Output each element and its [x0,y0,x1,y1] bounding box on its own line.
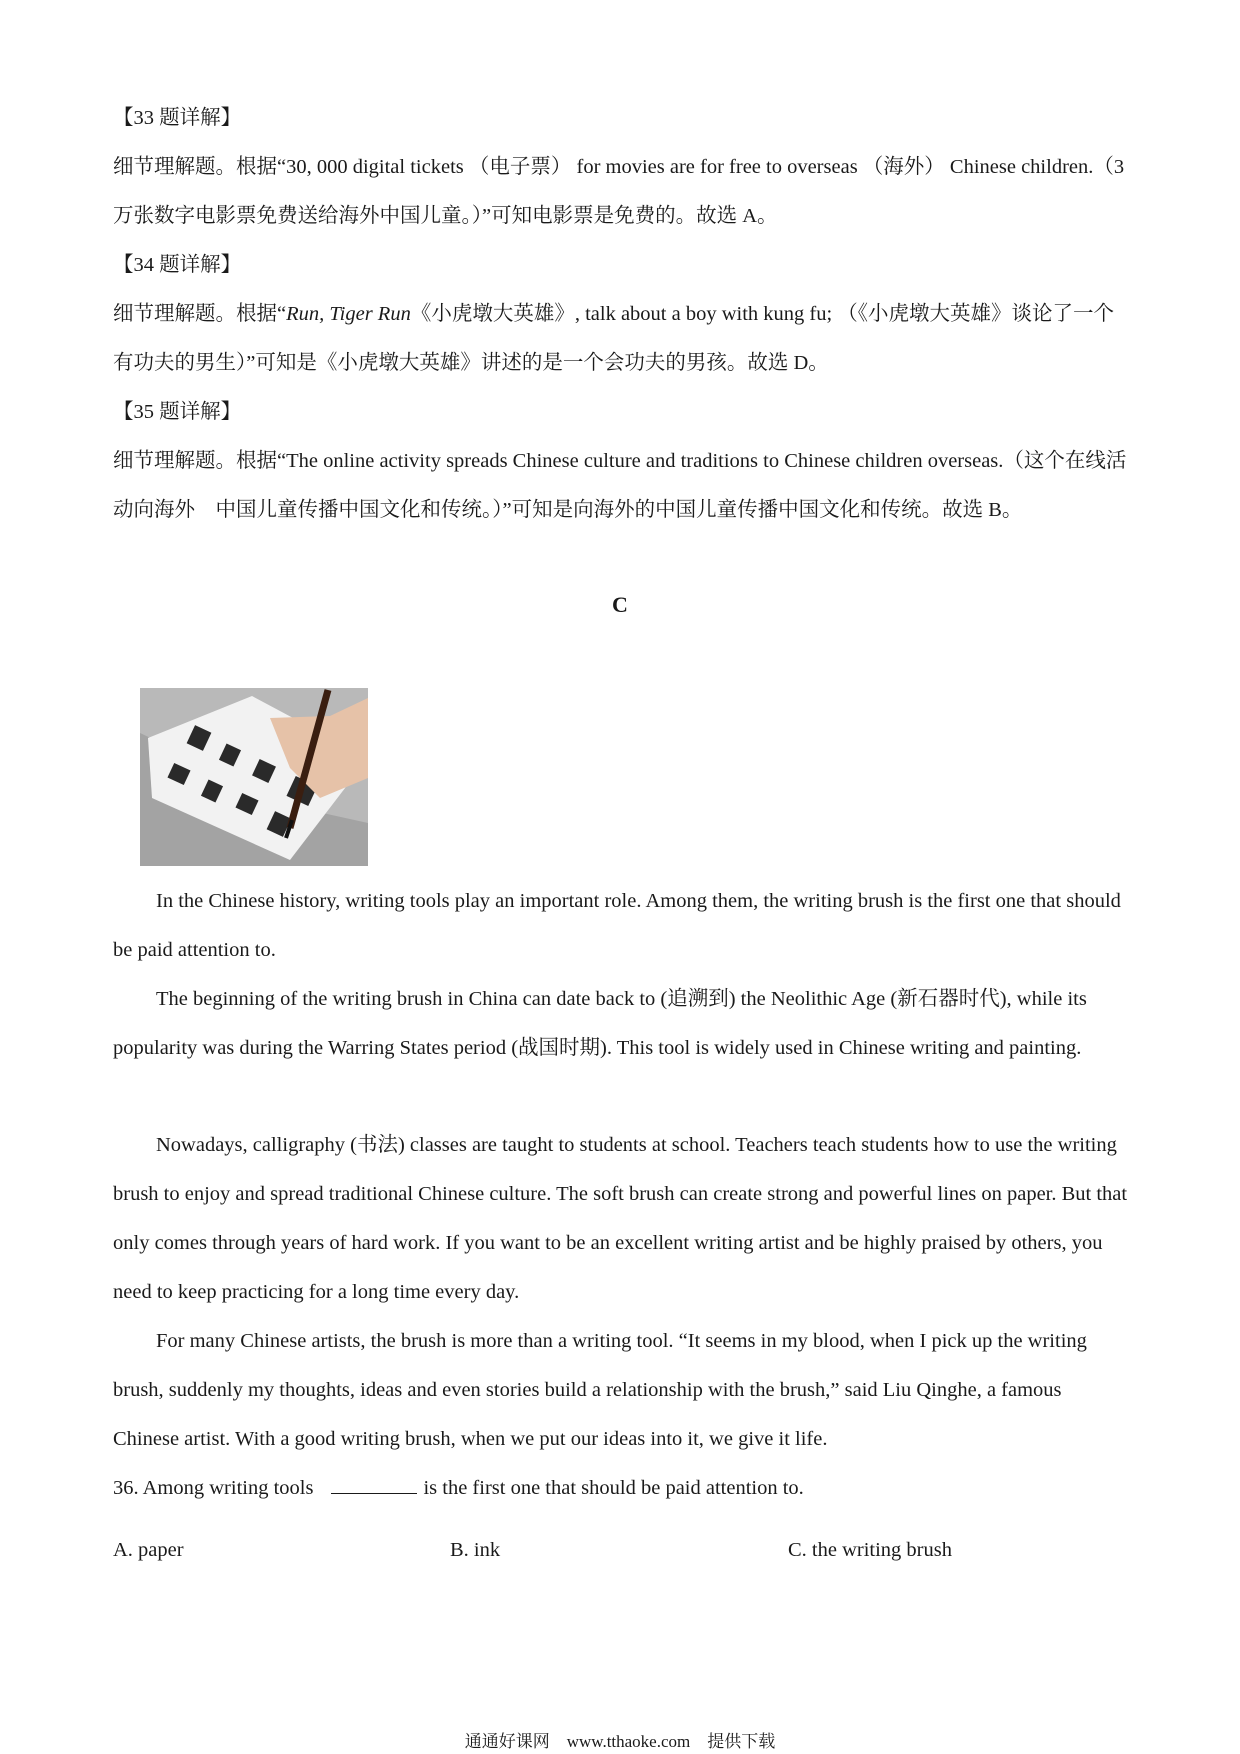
q34-lead: 细节理解题。根据“ [113,303,287,325]
q33-explanation: 细节理解题。根据“30, 000 digital tickets （电子票） for movies are for free to overseas （海外） Chinese children.（3 万张数字电影票免费送给海外中国儿童。）”可知电影票是免费的。故选 A。 [113,156,1125,227]
q34-rest: 《小虎墩大英雄》, talk about a boy with kung fu; （《小虎墩大英雄》谈论了一个有功夫的男生）”可知是《小虎墩大英雄》讲述的是一个会功夫的男孩。故选 D。 [113,303,1115,374]
q33-heading: 【33 题详解】 [113,107,242,129]
page-footer: 通通好课网 www.tthaoke.com 提供下载 [464,1732,776,1751]
q35-heading: 【35 题详解】 [113,401,242,423]
q34-explanation [113,290,1128,388]
q36-stem-before: 36. Among writing tools [113,1477,314,1499]
q35-explanation: 细节理解题。根据“The online activity spreads Chinese culture and traditions to Chinese children overseas.（这个在线活动向海外 中国儿童传播中国文化和传统。）”可知是向海外的中国儿童传播中国文化和传统。故选 B。 [113,450,1127,521]
calligraphy-brush-image [140,688,368,866]
q34-heading: 【34 题详解】 [113,254,242,276]
q36-option-c[interactable]: C. the writing brush [788,1539,952,1561]
q36-option-a[interactable]: A. paper [113,1539,184,1561]
q36-stem [113,1464,1128,1513]
q36-stem-after: is the first one that should be paid attention to. [423,1477,804,1499]
section-label: C [612,592,628,617]
answer-blank [331,1475,417,1494]
passage-paragraph-1: In the Chinese history, writing tools play an important role. Among them, the writing brush is the first one that should be paid attention to. [113,890,1121,961]
passage-paragraph-2: The beginning of the writing brush in China can date back to (追溯到) the Neolithic Age (新石器时代), while its popularity was during the Warring States period (战国时期). This tool is widely used in Chinese writing and painting. [113,988,1087,1059]
passage-paragraph-3: Nowadays, calligraphy (书法) classes are taught to students at school. Teachers teach students how to use the writing brush to enjoy and spread traditional Chinese culture. The soft brush can create strong and powerful lines on paper. But that only comes through years of hard work. If you want to be an excellent writing artist and be highly praised by others, you need to keep practicing for a long time every day. [113,1134,1128,1303]
q36-option-b[interactable]: B. ink [450,1539,501,1561]
q34-movie-title: Run, Tiger Run [286,303,411,325]
passage-paragraph-4: For many Chinese artists, the brush is more than a writing tool. “It seems in my blood, when I pick up the writing brush, suddenly my thoughts, ideas and even stories build a relationship with the brush,” said Liu Qinghe, a famous Chinese artist. With a good writing brush, when we put our ideas into it, we give it life. [113,1330,1087,1450]
